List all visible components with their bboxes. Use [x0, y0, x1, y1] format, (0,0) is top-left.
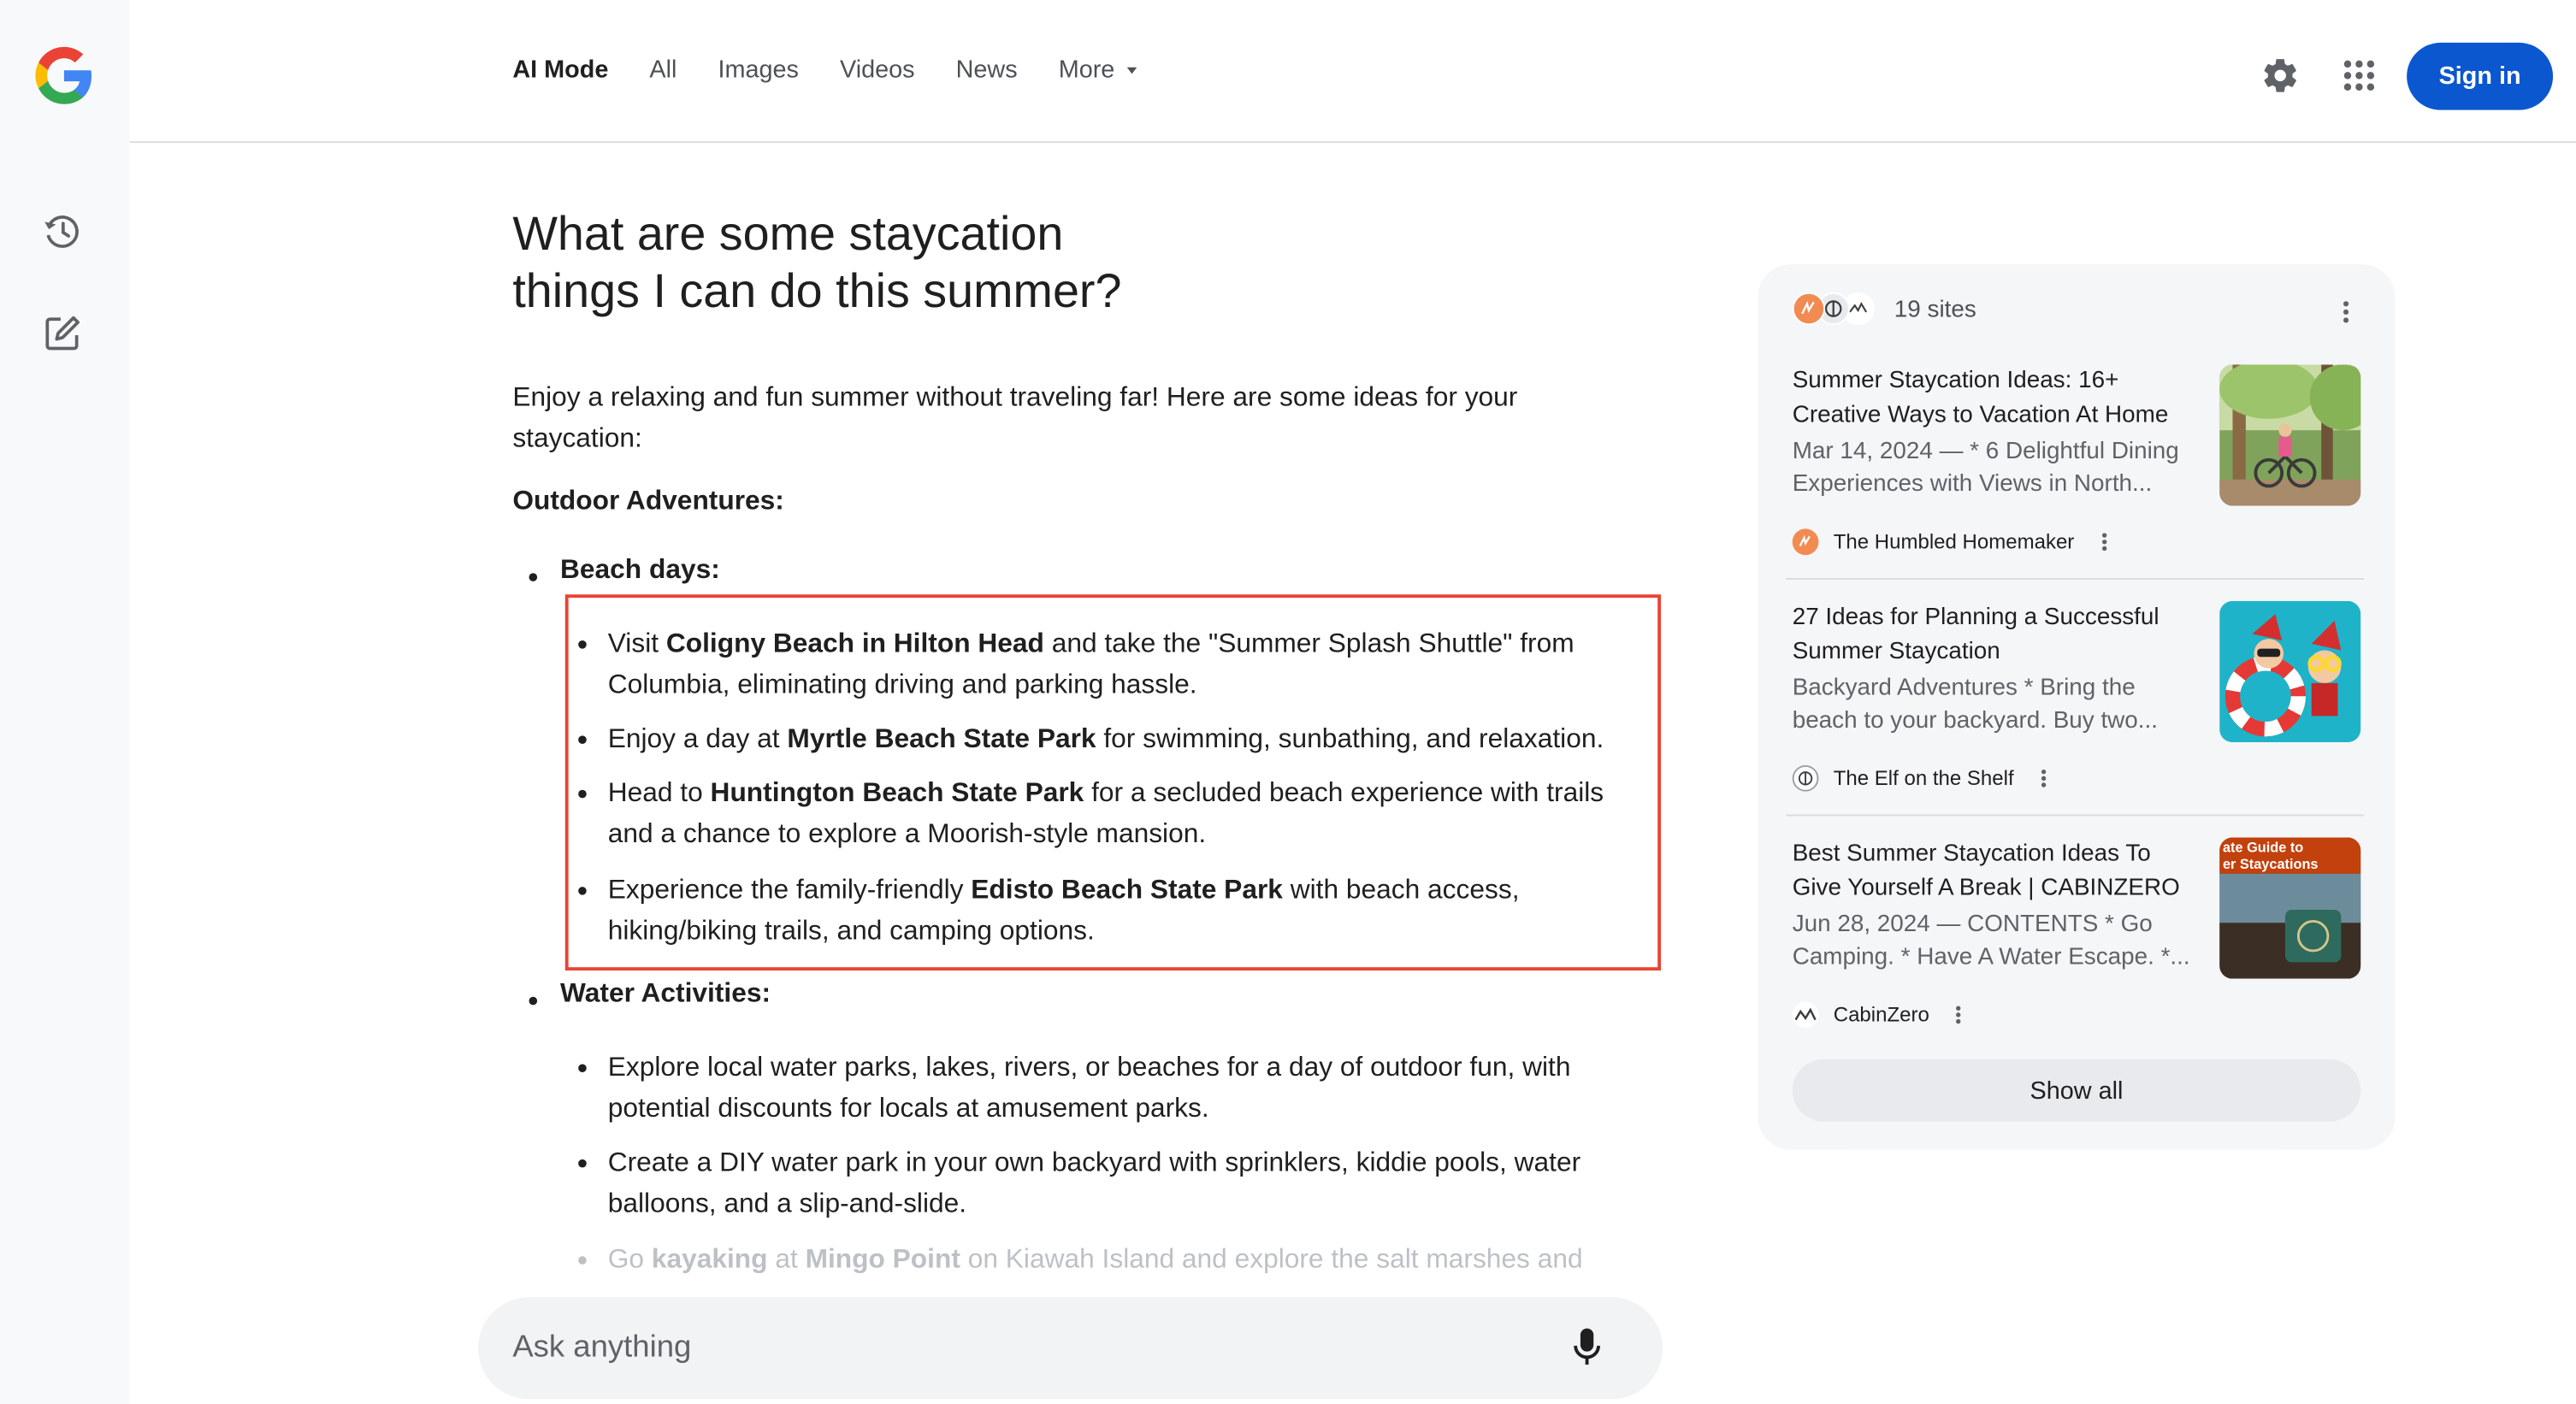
tab-label: Videos — [840, 56, 915, 84]
source-name: The Elf on the Shelf — [1833, 766, 2014, 790]
voice-search-button[interactable] — [1568, 1327, 1607, 1370]
elf-pool-photo — [2219, 601, 2360, 742]
bullet — [578, 1159, 587, 1168]
item-text: at — [767, 1244, 806, 1275]
apps-grid-icon — [2341, 57, 2377, 93]
gear-icon — [2260, 56, 2300, 95]
tab-label: Images — [718, 56, 799, 84]
chevron-down-icon — [1126, 67, 1137, 74]
search-tabs — [512, 56, 1177, 84]
source-name: CabinZero — [1833, 1003, 1929, 1027]
item-text: for swimming, sunbathing, and relaxation. — [1096, 723, 1604, 754]
ask-input[interactable] — [512, 1324, 1498, 1373]
card-source — [1793, 1002, 1969, 1029]
source-favicon — [1793, 292, 1825, 325]
list-item — [608, 1047, 1643, 1130]
tab-label: News — [955, 56, 1018, 84]
thumbnail-caption: er Staycations — [2222, 856, 2319, 872]
backpack-guide-photo — [2219, 837, 2360, 978]
card-thumbnail — [2219, 837, 2360, 978]
card-title[interactable]: Summer Staycation Ideas: 16+ Creative Ways to Vacation At Home — [1792, 368, 2169, 429]
tab-ai-mode[interactable] — [512, 56, 608, 84]
panel-menu-button[interactable] — [2333, 296, 2360, 328]
history-icon — [41, 210, 84, 253]
highlight-box — [565, 594, 1661, 970]
bullet — [529, 573, 538, 581]
card-snippet: Backyard Adventures * Bring the beach to your backyard. Buy two... — [1792, 675, 2159, 734]
source-card[interactable] — [1786, 837, 2364, 1051]
card-snippet: Jun 28, 2024 — CONTENTS * Go Camping. * Have A Water Escape. *... — [1792, 911, 2190, 970]
bullet — [578, 1256, 587, 1265]
item-text: and take the "Summer Splash Shuttle" from Columbia, eliminating driving and parking hassle. — [607, 628, 1575, 700]
source-favicon — [1793, 1002, 1819, 1029]
source-name: The Humbled Homemaker — [1833, 530, 2075, 554]
divider — [1786, 815, 2364, 817]
source-card[interactable] — [1786, 601, 2364, 815]
tab-label: More — [1058, 56, 1115, 84]
more-vert-icon — [2100, 532, 2107, 552]
sources-panel — [1758, 264, 2395, 1149]
google-logo[interactable] — [32, 44, 95, 107]
item-text: with beach access, hiking/biking trails, and camping options. — [607, 875, 1520, 947]
query-title: What are some staycation things I can do this summer? — [512, 208, 1122, 319]
list-item — [608, 1143, 1643, 1225]
history-button[interactable] — [39, 209, 86, 255]
tab-images[interactable] — [718, 56, 799, 84]
card-thumbnail — [2219, 364, 2360, 505]
tab-news[interactable] — [956, 56, 1018, 84]
group-label: Water Activities: — [560, 978, 771, 1009]
place-name: Huntington Beach State Park — [710, 778, 1084, 808]
apps-button[interactable] — [2337, 54, 2380, 97]
card-snippet: Mar 14, 2024 — * 6 Delightful Dining Experiences with Views in North... — [1792, 438, 2179, 497]
card-thumbnail — [2219, 601, 2360, 742]
item-text: Go — [607, 1244, 652, 1275]
item-text: Create a DIY water park in your own backyard with sprinklers, kiddie pools, water balloons, and a slip-and-slide. — [607, 1147, 1581, 1219]
microphone-icon — [1572, 1327, 1602, 1370]
answer-header — [512, 207, 1663, 322]
card-title[interactable]: Best Summer Staycation Ideas To Give Yourself A Break | CABINZERO — [1792, 841, 2180, 902]
card-source — [1793, 528, 2114, 555]
group-label: Beach days: — [560, 555, 720, 585]
place-name: Mingo Point — [805, 1244, 960, 1275]
more-vert-icon — [2040, 769, 2047, 788]
settings-button[interactable] — [2259, 54, 2301, 97]
new-chat-button[interactable] — [39, 310, 86, 357]
left-rail — [0, 0, 130, 1404]
ask-bar — [478, 1297, 1663, 1399]
card-title[interactable]: 27 Ideas for Planning a Successful Summer Staycation — [1792, 604, 2159, 665]
show-all-button[interactable]: Show all — [1793, 1059, 2361, 1122]
item-text: Head to — [607, 778, 711, 808]
item-text: Explore local water parks, lakes, rivers, or beaches for a day of outdoor fun, with potential discounts for locals at amusement parks. — [607, 1053, 1571, 1124]
item-text: for a secluded beach experience with trails and a chance to explore a Moorish-style mansion. — [607, 778, 1604, 849]
more-vert-icon — [1956, 1005, 1963, 1024]
sign-in-button[interactable]: Sign in — [2407, 43, 2553, 110]
card-source — [1793, 765, 2053, 792]
tab-all[interactable] — [649, 56, 676, 84]
place-name: Myrtle Beach State Park — [787, 723, 1096, 754]
top-bar — [130, 0, 2576, 143]
tab-videos[interactable] — [840, 56, 915, 84]
tab-label: All — [649, 56, 677, 84]
source-favicon — [1793, 765, 1819, 792]
source-menu-button[interactable] — [1949, 1002, 1969, 1029]
divider — [1786, 578, 2364, 580]
park-bicycle-photo — [2219, 364, 2360, 505]
place-name: Coligny Beach in Hilton Head — [665, 628, 1044, 659]
item-text: Enjoy a day at — [607, 723, 788, 754]
section-heading: Outdoor Adventures: — [512, 486, 784, 516]
list-item — [608, 1240, 1643, 1281]
bullet — [529, 997, 538, 1006]
source-menu-button[interactable] — [2094, 528, 2113, 555]
place-name: Edisto Beach State Park — [971, 875, 1283, 906]
item-text: on Kiawah Island and explore the salt marshes and — [960, 1244, 1583, 1275]
answer-intro: Enjoy a relaxing and fun summer without traveling far! Here are some ideas for your staycation: — [512, 382, 1518, 454]
more-vert-icon — [2343, 300, 2349, 323]
item-text: Visit — [607, 628, 666, 659]
sites-count[interactable]: 19 sites — [1894, 297, 1976, 324]
source-favicon — [1793, 528, 1819, 555]
source-card[interactable] — [1786, 364, 2364, 578]
bullet — [578, 1064, 587, 1072]
source-menu-button[interactable] — [2034, 765, 2053, 792]
activity-name: kayaking — [651, 1244, 768, 1275]
thumbnail-caption: ate Guide to — [2222, 840, 2304, 856]
new-chat-icon — [41, 312, 84, 355]
tab-label: AI Mode — [512, 56, 609, 84]
tab-more[interactable] — [1059, 56, 1137, 84]
source-favicons — [1793, 292, 1885, 328]
item-text: Experience the family-friendly — [607, 875, 972, 906]
